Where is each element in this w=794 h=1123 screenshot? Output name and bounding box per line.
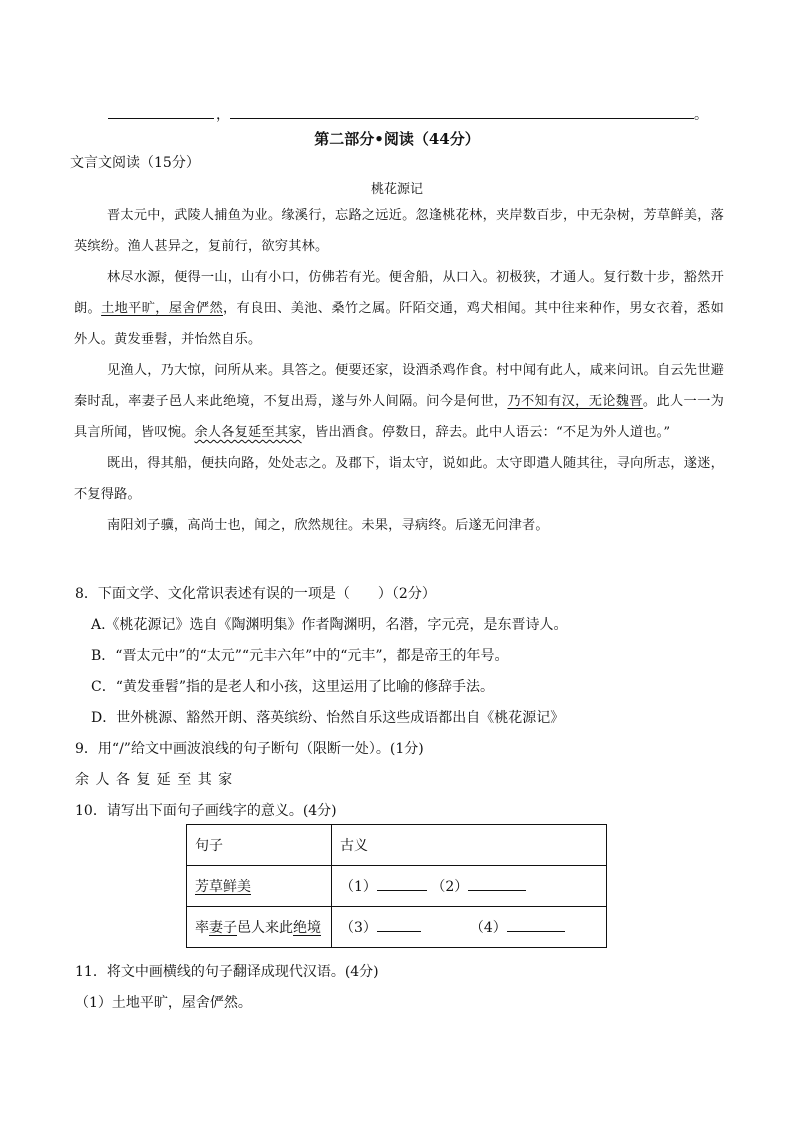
section-title: 第二部分•阅读（44分） — [314, 130, 480, 148]
table-cell-sentence — [187, 907, 332, 948]
blank-label-4: （4） — [469, 920, 507, 936]
q8-stem: 8．下面文学、文化常识表述有误的一项是（ ）（2分） — [75, 586, 436, 602]
table-cell-answers — [332, 907, 607, 948]
sentence-text: 邑人来此 — [237, 920, 293, 936]
underlined-word: 绝境 — [293, 920, 321, 936]
underlined-sentence: 乃不知有汉，无论魏晋 — [507, 394, 643, 409]
blank-label-2: （2） — [431, 879, 469, 895]
sentence-text: 率 — [195, 920, 209, 936]
table-header-sentence: 句子 — [187, 825, 332, 866]
table-row — [187, 907, 607, 948]
q10-stem: 10．请写出下面句子画线字的意义。(4分) — [75, 803, 337, 819]
subsection-label: 文言文阅读（15分） — [70, 155, 200, 171]
underlined-word: 妻子 — [209, 920, 237, 936]
q8-option-b: B．“晋太元中”的“太元”“元丰六年”中的“元丰”，都是帝王的年号。 — [91, 648, 509, 664]
answer-comma: ， — [216, 107, 230, 123]
passage-paragraph-4: 既出，得其船，便扶向路，处处志之。及郡下，诣太守，说如此。太守即遣人随其往，寻向所志，遂迷，不复得路。 — [74, 456, 724, 502]
passage-body — [74, 200, 724, 541]
answer-blank-6[interactable] — [507, 917, 565, 932]
blank-label-1: （1） — [340, 879, 377, 895]
passage-text: 林尽水源，便得一山，山有小口，仿佛若有光。便舍船，从口入。初极狭，才通人。复行数十步，豁然开朗。 — [74, 270, 724, 316]
q9-stem: 9．用“/”给文中画波浪线的句子断句（限断一处）。(1分) — [75, 741, 424, 757]
passage-text: 。此人一一为具言所闻，皆叹惋。 — [74, 394, 725, 440]
q9-sentence: 余 人 各 复 延 至 其 家 — [75, 772, 234, 788]
table-cell-answers — [332, 866, 607, 907]
underlined-phrase: 芳草鲜美 — [195, 879, 251, 895]
table-cell-sentence — [187, 866, 332, 907]
passage-text: 见渔人，乃大惊，问所从来。具答之。便要还家，设酒杀鸡作食。村中闻有此人，咸来问讯。自云先世避秦时乱，率妻子邑人来此绝境，不复出焉，遂与外人间隔。问今是何世， — [74, 363, 724, 409]
answer-blank-5[interactable] — [377, 917, 421, 932]
passage-paragraph-1: 晋太元中，武陵人捕鱼为业。缘溪行，忘路之远近。忽逢桃花林，夹岸数百步，中无杂树，芳草鲜美，落英缤纷。渔人甚异之，复前行，欲穷其林。 — [74, 208, 724, 254]
q8-option-a: A.《桃花源记》选自《陶渊明集》作者陶渊明，名潜，字元亮，是东晋诗人。 — [91, 617, 568, 633]
table-header-meaning: 古义 — [332, 825, 607, 866]
answer-blank-3[interactable] — [377, 876, 427, 891]
blank-label-3: （3） — [340, 920, 377, 936]
answer-blank-2[interactable] — [230, 118, 694, 119]
underlined-sentence: 土地平旷，屋舍俨然 — [101, 301, 223, 316]
passage-paragraph-5: 南阳刘子骥，高尚士也，闻之，欣然规往。未果，寻病终。后遂无问津者。 — [107, 518, 549, 533]
table-row — [187, 866, 607, 907]
q11-stem: 11．将文中画横线的句子翻译成现代汉语。(4分) — [75, 964, 379, 980]
wavy-underlined-sentence: 余人各复延至其家 — [194, 425, 302, 440]
answer-period: 。 — [694, 107, 708, 123]
passage-title: 桃花源记 — [370, 182, 423, 197]
answer-blank-1[interactable] — [108, 118, 214, 119]
passage-text: ，皆出酒食。停数日，辞去。此中人语云：“不足为外人道也。” — [301, 425, 671, 440]
passage-paragraph-2 — [74, 262, 724, 355]
passage-paragraph-3 — [74, 355, 724, 448]
q8-option-d: D．世外桃源、豁然开朗、落英缤纷、怡然自乐这些成语都出自《桃花源记》 — [91, 710, 565, 726]
passage-text: ，有良田、美池、桑竹之属。阡陌交通，鸡犬相闻。其中往来种作，男女衣着，悉如外人。黄发垂髫，并怡然自乐。 — [74, 301, 724, 347]
answer-blank-4[interactable] — [468, 876, 526, 891]
table-row — [187, 825, 607, 866]
vocab-table — [186, 824, 607, 948]
q11-item-1: （1）土地平旷，屋舍俨然。 — [75, 995, 252, 1011]
q8-option-c: C．“黄发垂髫”指的是老人和小孩，这里运用了比喻的修辞手法。 — [91, 679, 495, 695]
